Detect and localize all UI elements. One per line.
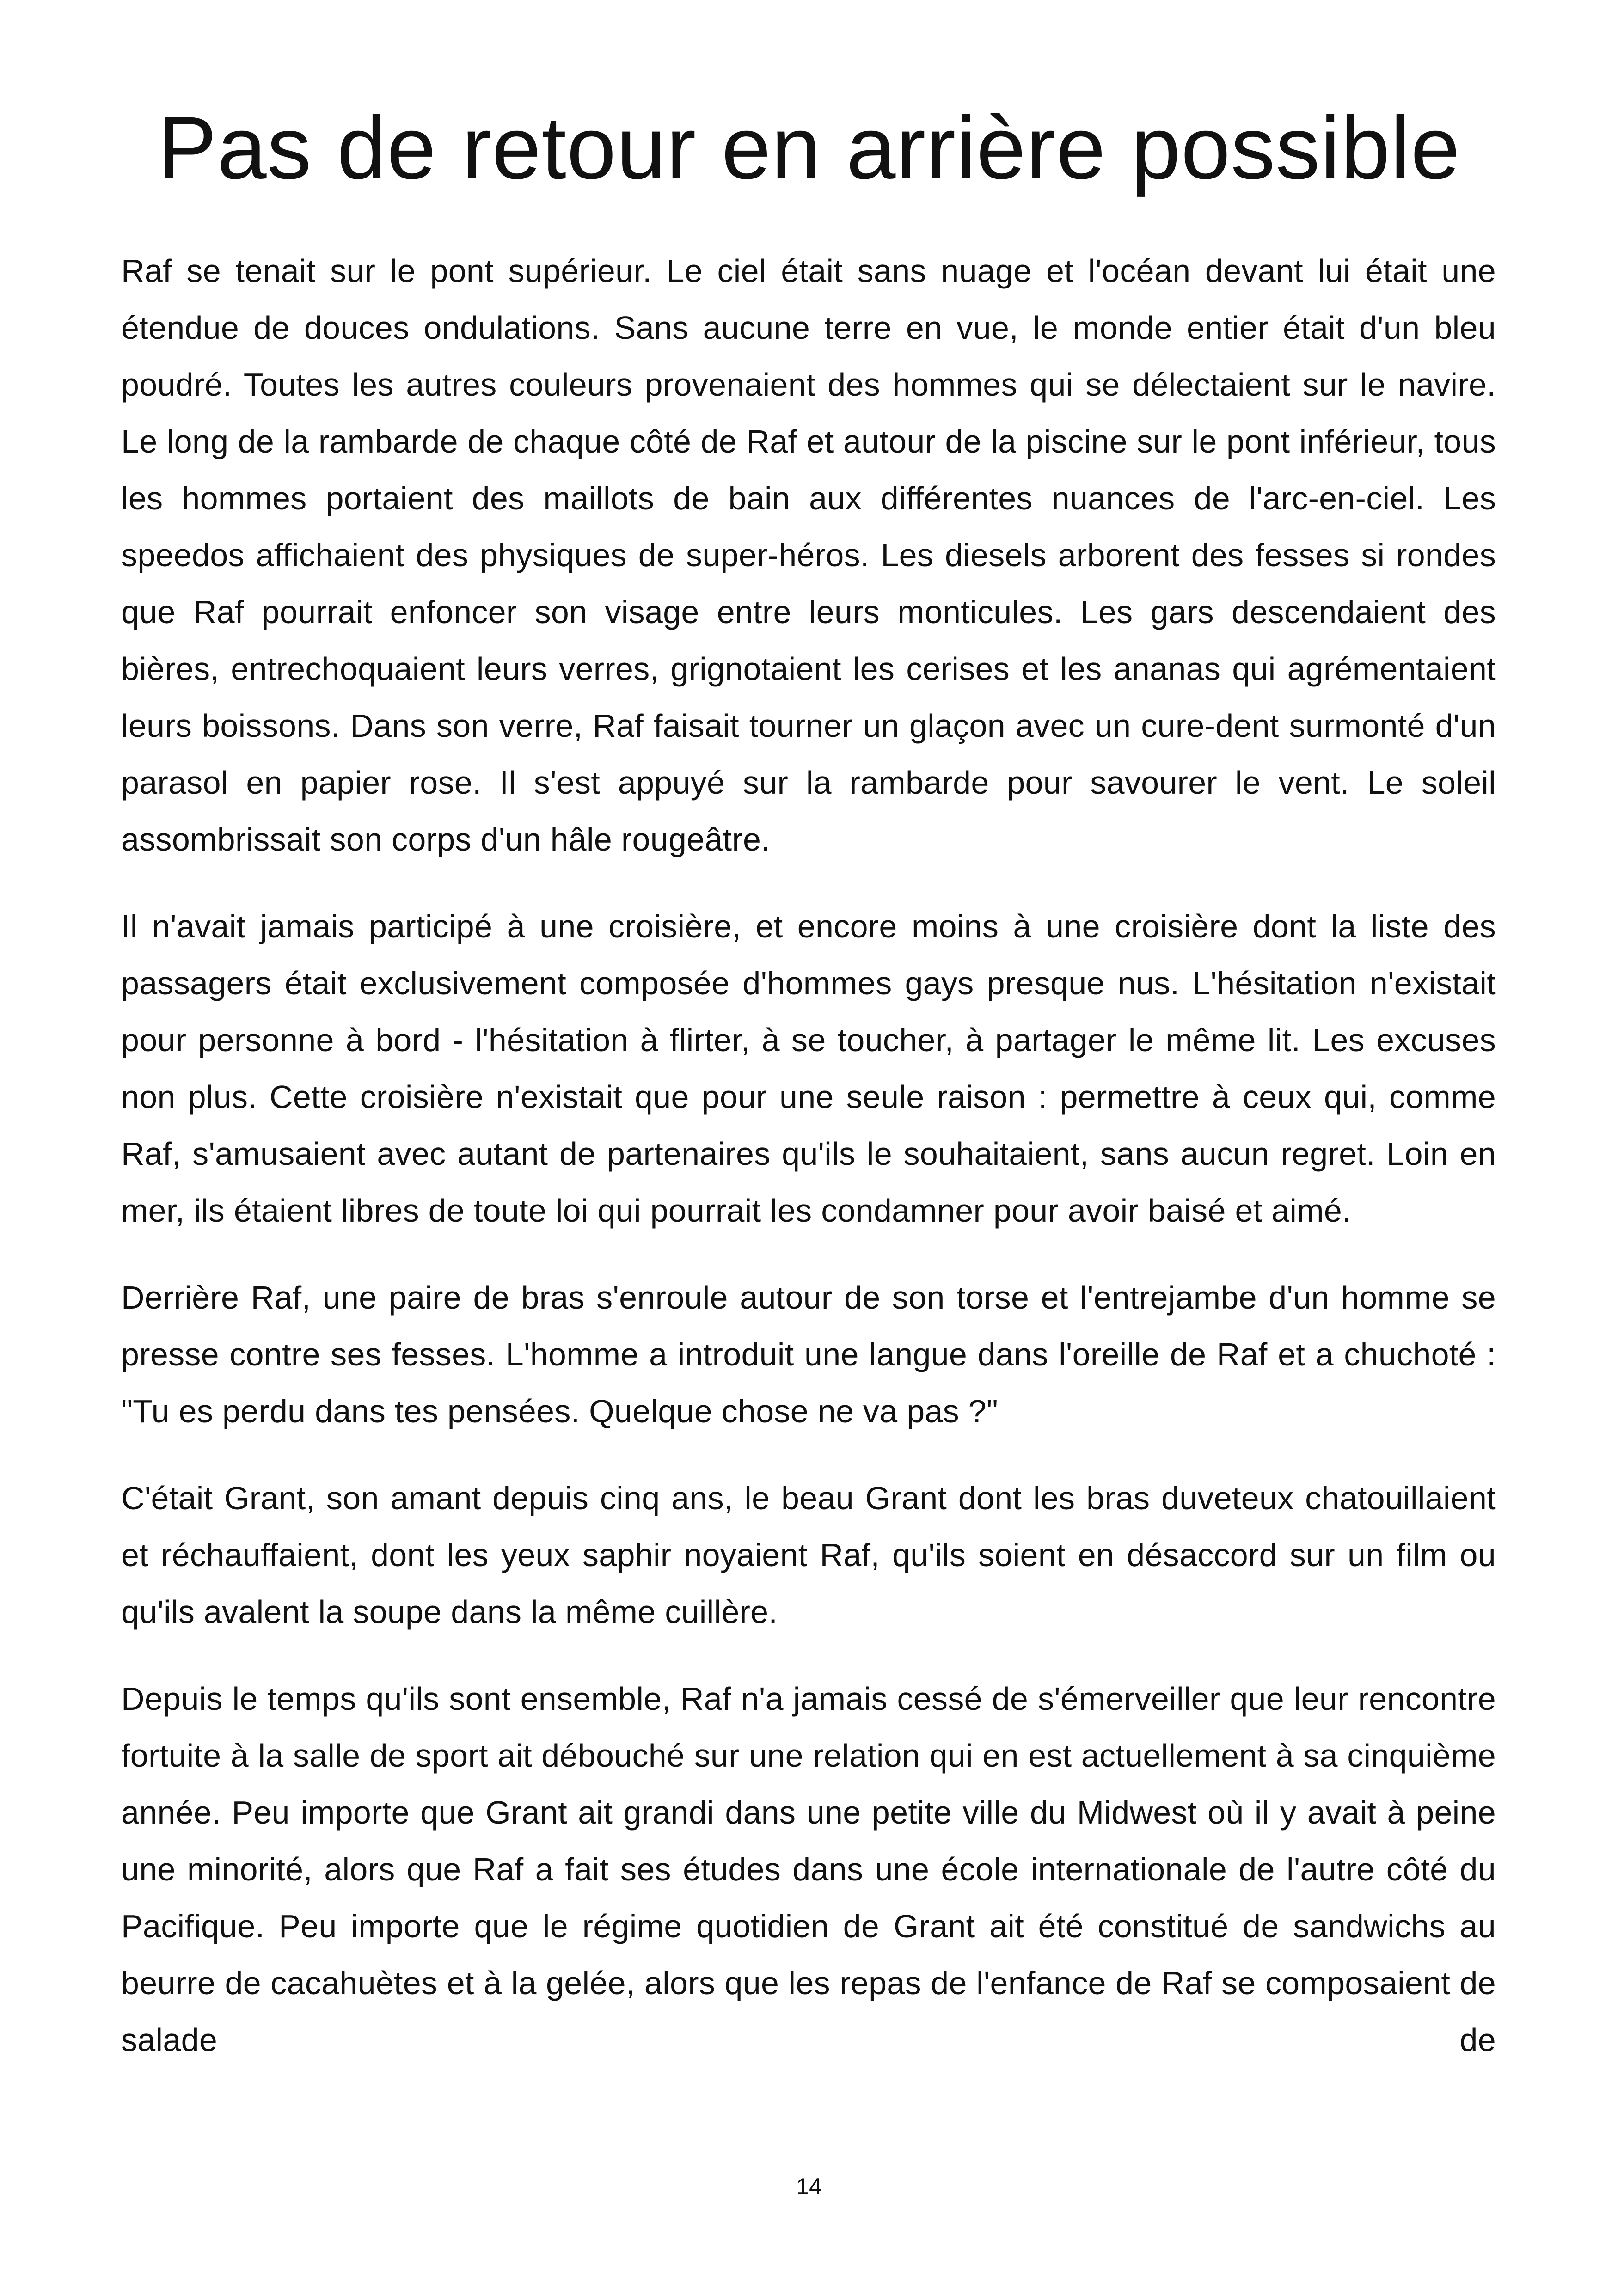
paragraph-4: C'était Grant, son amant depuis cinq ans, le beau Grant dont les bras duveteux chatouillaient et réchauffaient, dont les yeux saphir noyaient Raf, qu'ils soient en désaccord sur un film ou qu'ils avalent la soupe dans la même cuillère. <box>121 1480 1496 1630</box>
page-number: 14 <box>796 2174 822 2199</box>
body-text <box>121 243 1496 2099</box>
page-title: Pas de retour en arrière possible <box>157 98 1461 197</box>
paragraph-5: Depuis le temps qu'ils sont ensemble, Raf n'a jamais cessé de s'émerveiller que leur rencontre fortuite à la salle de sport ait débouché sur une relation qui en est actuellement à sa cinquième année. Peu importe que Grant ait grandi dans une petite ville du Midwest où il y avait à peine une minorité, alors que Raf a fait ses études dans une école internationale de l'autre côté du Pacifique. Peu importe que le régime quotidien de Grant ait été constitué de sandwichs au beurre de cacahuètes et à la gelée, alors que les repas de l'enfance de Raf se composaient de salade de <box>121 1681 1496 2058</box>
paragraph-1: Raf se tenait sur le pont supérieur. Le ciel était sans nuage et l'océan devant lui était une étendue de douces ondulations. Sans aucune terre en vue, le monde entier était d'un bleu poudré. Toutes les autres couleurs provenaient des hommes qui se délectaient sur le navire. Le long de la rambarde de chaque côté de Raf et autour de la piscine sur le pont inférieur, tous les hommes portaient des maillots de bain aux différentes nuances de l'arc-en-ciel. Les speedos affichaient des physiques de super-héros. Les diesels arborent des fesses si rondes que Raf pourrait enfoncer son visage entre leurs monticules. Les gars descendaient des bières, entrechoquaient leurs verres, grignotaient les cerises et les ananas qui agrémentaient leurs boissons. Dans son verre, Raf faisait tourner un glaçon avec un cure-dent surmonté d'un parasol en papier rose. Il s'est appuyé sur la rambarde pour savourer le vent. Le soleil assombrissait son corps d'un hâle rougeâtre. <box>121 253 1496 857</box>
paragraph-2: Il n'avait jamais participé à une croisière, et encore moins à une croisière dont la liste des passagers était exclusivement composée d'hommes gays presque nus. L'hésitation n'existait pour personne à bord - l'hésitation à flirter, à se toucher, à partager le même lit. Les excuses non plus. Cette croisière n'existait que pour une seule raison : permettre à ceux qui, comme Raf, s'amusaient avec autant de partenaires qu'ils le souhaitaient, sans aucun regret. Loin en mer, ils étaient libres de toute loi qui pourrait les condamner pour avoir baisé et aimé. <box>121 908 1496 1229</box>
paragraph-3: Derrière Raf, une paire de bras s'enroule autour de son torse et l'entrejambe d'un homme se presse contre ses fesses. L'homme a introduit une langue dans l'oreille de Raf et a chuchoté : "Tu es perdu dans tes pensées. Quelque chose ne va pas ?" <box>121 1280 1496 1429</box>
